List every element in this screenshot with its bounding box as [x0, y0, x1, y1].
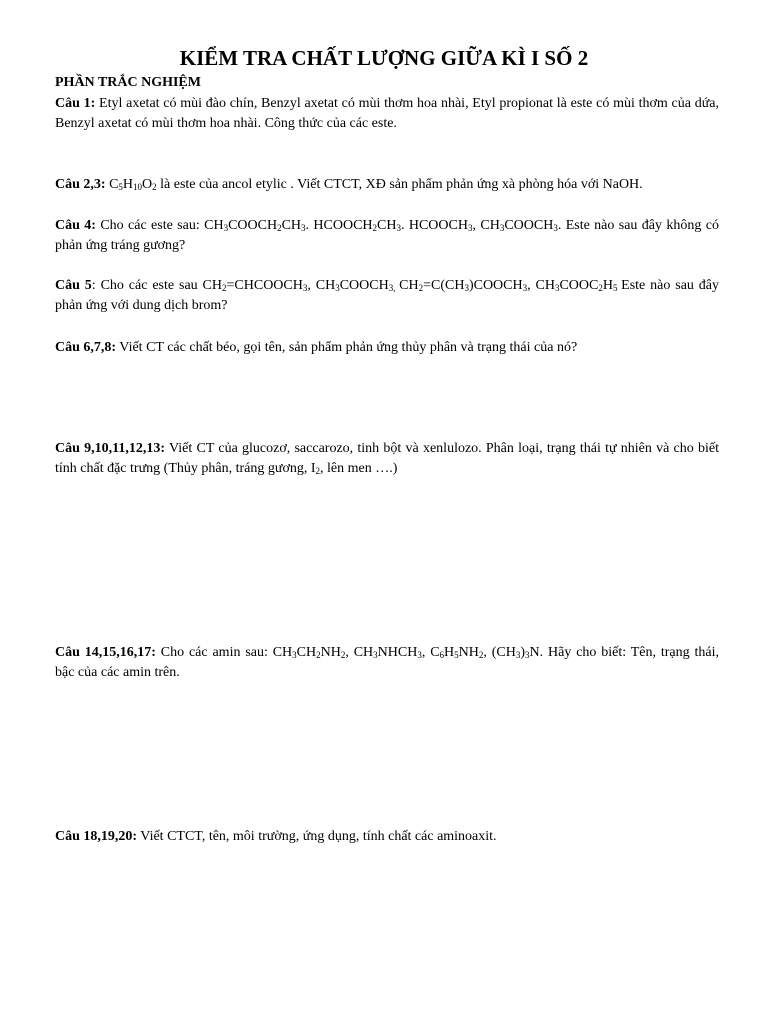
subscript: 3 [553, 223, 558, 233]
question-label: Câu 1: [55, 96, 96, 111]
subscript: 3 [292, 650, 297, 660]
subscript: 3 [464, 283, 469, 293]
question-label: Câu 14,15,16,17: [55, 645, 156, 660]
subscript: 3 [301, 223, 306, 233]
question-6-7-8: Câu 6,7,8: Viết CT các chất béo, gọi tên, sản phẩm phản ứng thủy phân và trạng thái của nó? [55, 340, 578, 355]
subscript: 2 [340, 650, 346, 660]
subscript: 3 [302, 283, 308, 293]
question-label: Câu 18,19,20: [55, 829, 138, 844]
subscript: 3 [417, 650, 422, 660]
question-label: Câu 5 [55, 278, 92, 293]
subscript: 2 [418, 283, 424, 293]
subscript: 3 [525, 650, 530, 660]
subscript: 3 [515, 650, 521, 660]
subscript: 3 [335, 283, 340, 293]
document-title: KIỂM TRA CHẤT LƯỢNG GIỮA KÌ I SỐ 2 [179, 46, 589, 70]
subscript: 6 [439, 650, 445, 660]
question-18-20: Câu 18,19,20: Viết CTCT, tên, môi trường, ứng dụng, tính chất các aminoaxit. [55, 829, 497, 844]
subscript: 5 [118, 182, 123, 192]
subscript: 5 [454, 650, 459, 660]
subscript: 3 [522, 283, 528, 293]
subscript: 3 [499, 223, 505, 233]
question-14-17: Câu 14,15,16,17: Cho các amin sau: $CH_3CH_2NH_2$, $CH_3NHCH_3$, $C_6H_5NH_2$, $(CH_3)_3N$. Hãy cho biết: Tên, trạng thái, bậc của các amin trên. [55, 645, 719, 680]
subscript: 3 [467, 223, 473, 233]
subscript: 3, [388, 283, 400, 293]
question-4: Câu 4: Cho các este sau: $CH_3COOCH_2CH_3$. $HCOOCH_2CH_3$. $HCOOCH_3$, $CH_3COOCH_3$. Este nào sau đây không có phản ứng tráng gương? [55, 218, 719, 253]
question-label: Câu 4: [55, 218, 96, 233]
subscript: 3 [396, 223, 401, 233]
subscript: 2 [372, 223, 378, 233]
subscript: 10 [133, 182, 143, 192]
question-label: Câu 6,7,8: [55, 340, 117, 355]
subscript: 5 [612, 283, 622, 293]
question-1: Câu 1: Etyl axetat có mùi đào chín, Benzyl axetat có mùi thơm hoa nhài, Etyl propionat là este có mùi thơm của dứa, Benzyl axetat có mùi thơm hoa nhài. Công thức của các este. [55, 96, 719, 131]
subscript: 2 [598, 283, 603, 293]
subscript: 3 [223, 223, 229, 233]
question-label: Câu 2,3: [55, 177, 106, 192]
section-heading: PHẦN TRẮC NGHIỆM [55, 75, 201, 90]
question-label: Câu 9,10,11,12,13: [55, 441, 166, 456]
subscript: 2 [316, 650, 321, 660]
subscript: 2 [277, 223, 282, 233]
subscript: 2 [315, 466, 321, 476]
question-9-13: Câu 9,10,11,12,13: Viết CT của glucozơ, saccarozo, tinh bột và xenlulozo. Phân loại, trạng thái tự nhiên và cho biết tính chất đặc trưng (Thủy phân, tráng gương, $I_2$, lên men ….) [55, 441, 719, 476]
question-2-3: Câu 2,3: $C_5H_{10}O_2$ là este của ancol etylic . Viết CTCT, XĐ sản phẩm phản ứng xà phòng hóa với NaOH. [55, 177, 643, 192]
subscript: 3 [373, 650, 378, 660]
subscript: 2 [222, 283, 227, 293]
question-5: Câu 5: Cho các este sau $CH_2=CHCOOCH_3$, $CH_3COOCH_{3,}$ $CH_2=C(CH_3)COOCH_3$, $CH_3COOC_2H_5$ Este nào sau đây phản ứng với dung dịch brom? [55, 278, 720, 313]
subscript: 2 [152, 182, 157, 192]
subscript: 2 [478, 650, 484, 660]
subscript: 3 [554, 283, 560, 293]
